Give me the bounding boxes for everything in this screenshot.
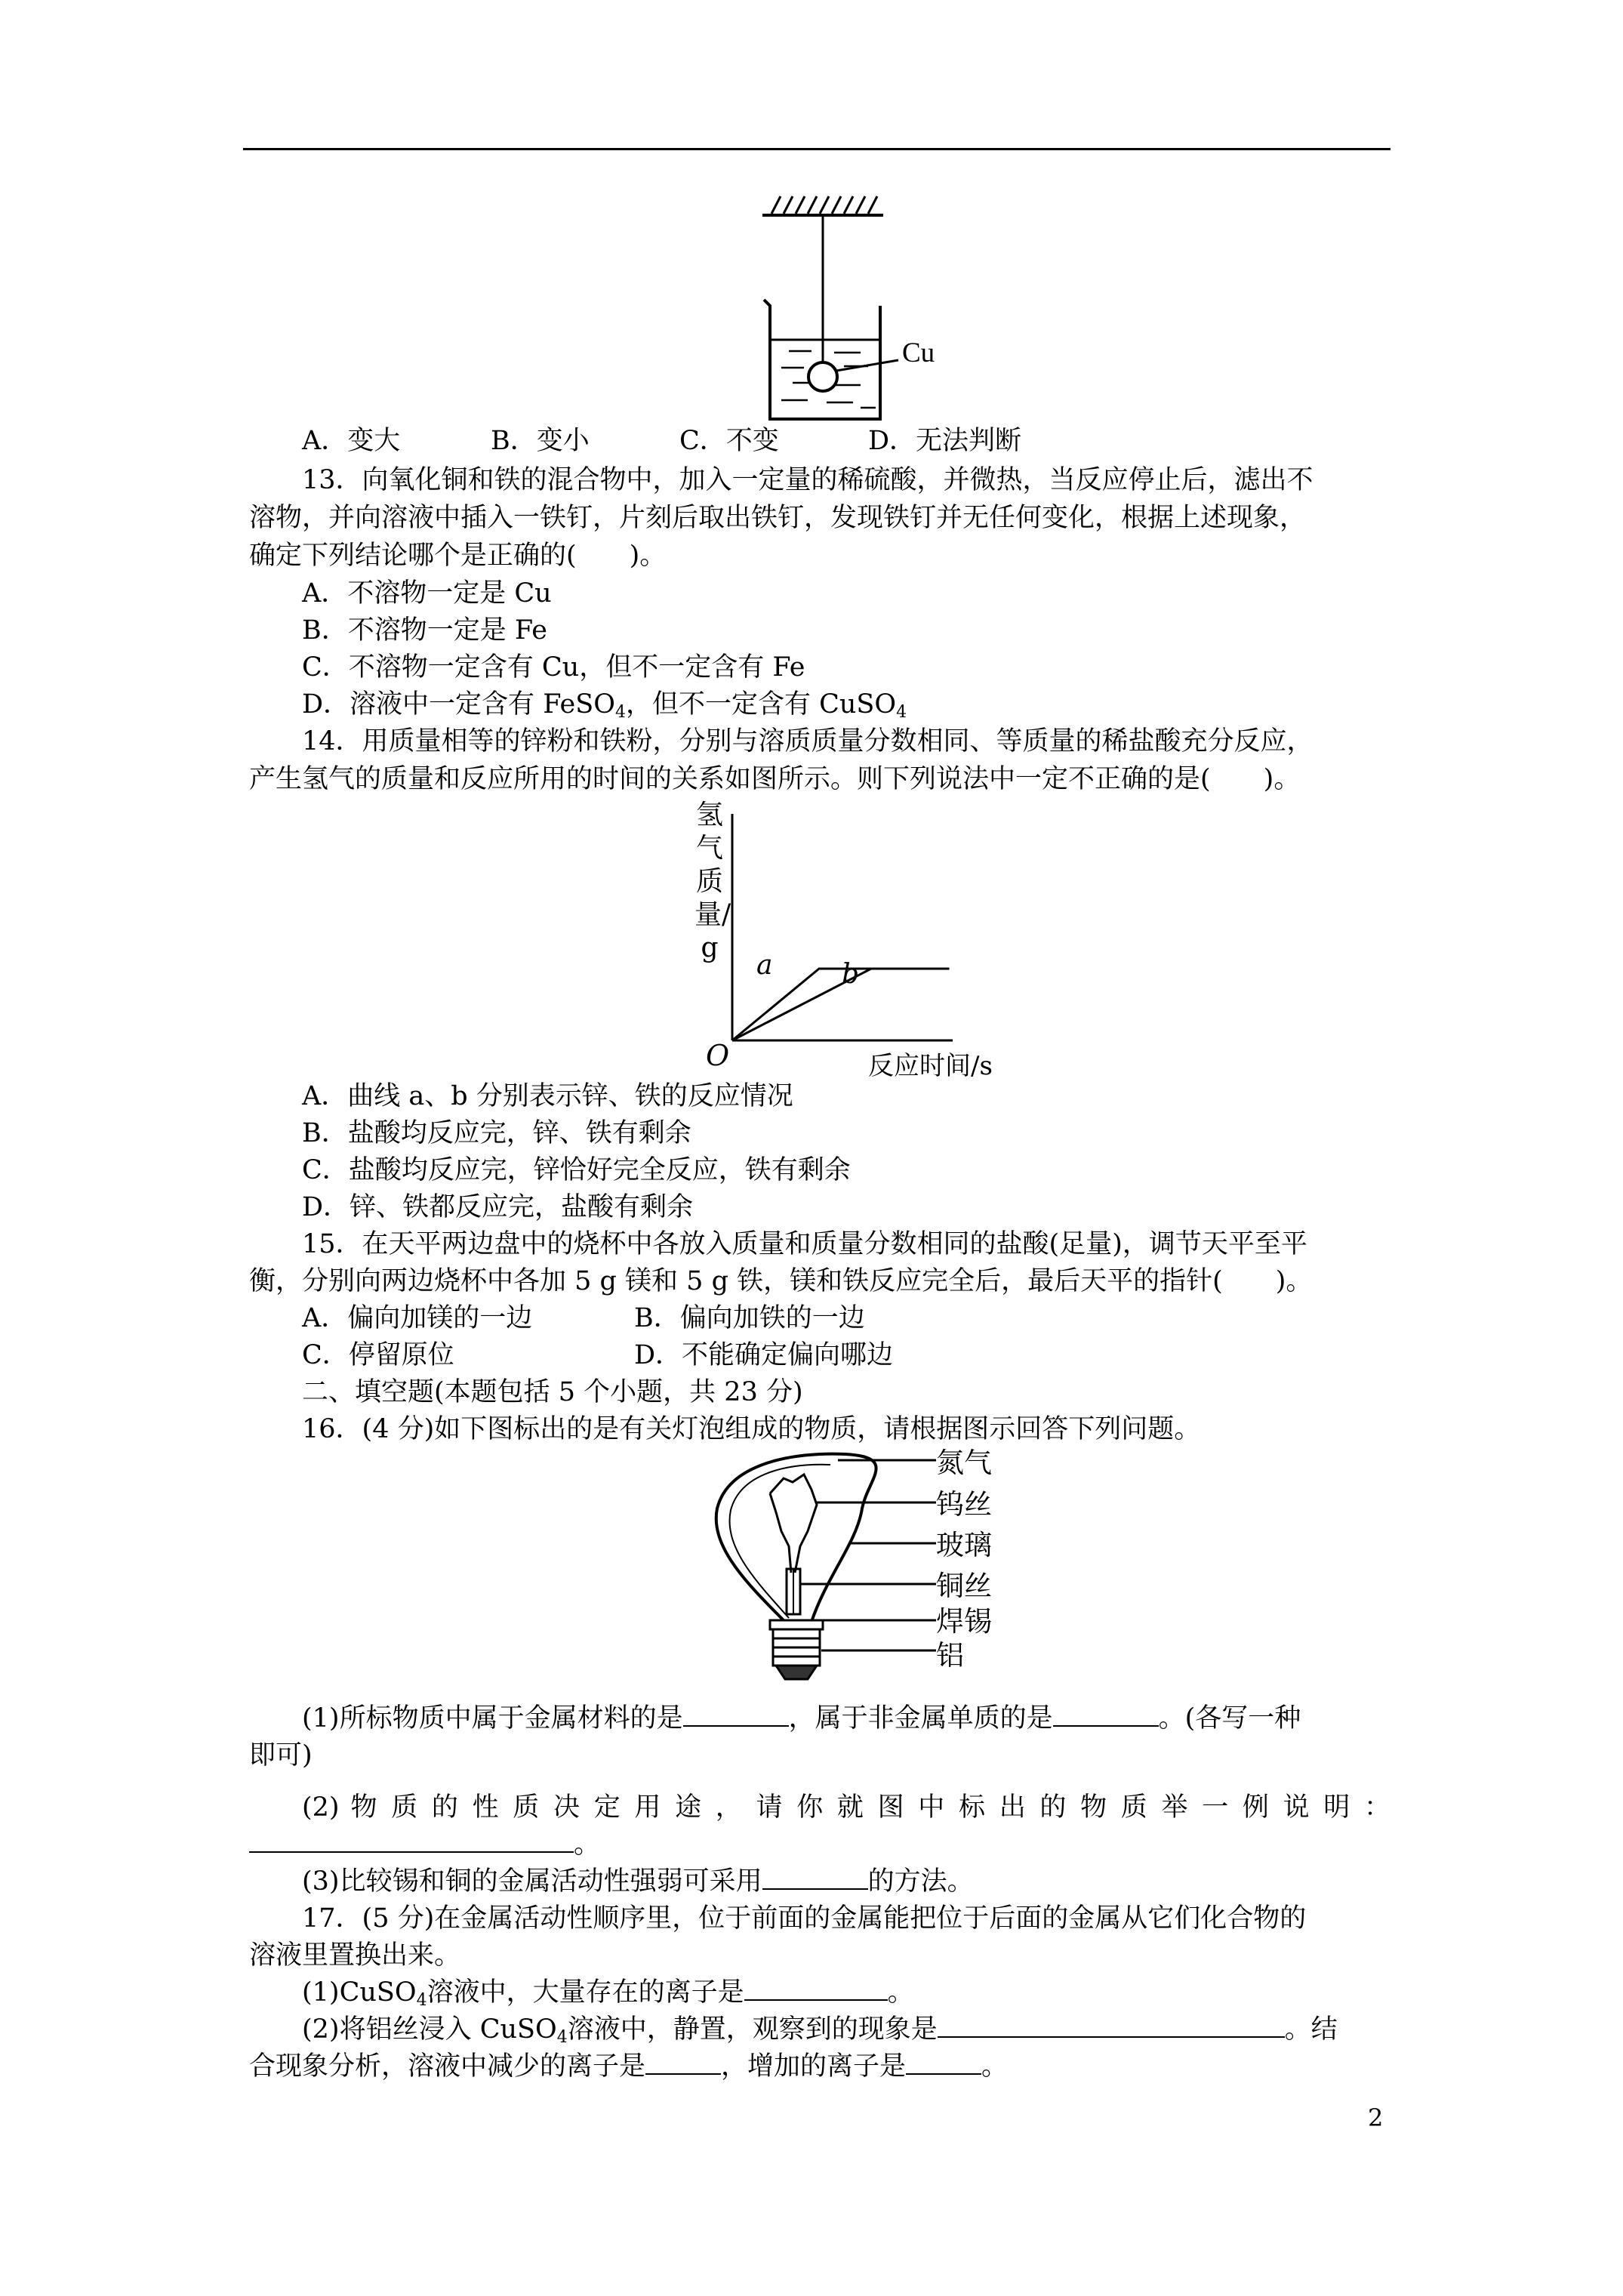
q12-option-a: A．变大 — [302, 426, 401, 456]
q15-option-a: A．偏向加镁的一边 — [302, 1303, 533, 1333]
hydrogen-chart — [679, 799, 1072, 1081]
chart-origin-label: O — [706, 1039, 730, 1072]
q16-part-1-cont: 即可) — [249, 1740, 313, 1771]
q17-line-2: 溶液里置换出来。 — [249, 1940, 461, 1971]
q13-option-c: C．不溶物一定含有 Cu，但不一定含有 Fe — [302, 652, 805, 683]
chart-y-label: 氢气质量/g — [694, 800, 731, 963]
cu-label: Cu — [902, 337, 935, 368]
series-b-label: b — [842, 959, 860, 990]
q15-option-b: B．偏向加铁的一边 — [634, 1303, 865, 1333]
answer-blank[interactable] — [762, 1866, 868, 1890]
chart-x-label: 反应时间/s — [868, 1051, 993, 1081]
q14-line-1: 14．用质量相等的锌粉和铁粉，分别与溶质质量分数相同、等质量的稀盐酸充分反应， — [302, 726, 1313, 757]
beaker-figure — [747, 193, 974, 427]
chart-plot — [679, 799, 1072, 1078]
q17-part-1: (1)CuSO$_4$溶液中，大量存在的离子是 。 — [302, 1977, 914, 2010]
bulb-label-glass: 玻璃 — [936, 1529, 992, 1561]
q12-option-c: C．不变 — [679, 426, 779, 456]
section-heading: 二、填空题(本题包括 5 个小题，共 23 分) — [302, 1377, 803, 1407]
q15-line-1: 15．在天平两边盘中的烧杯中各放入质量和质量分数相同的盐酸(足量)，调节天平至平 — [302, 1229, 1307, 1259]
series-a-label: a — [756, 950, 773, 981]
q15-option-c: C．停留原位 — [302, 1340, 454, 1370]
q14-option-a: A．曲线 a、b 分别表示锌、铁的反应情况 — [302, 1081, 793, 1111]
answer-blank[interactable] — [249, 1829, 574, 1853]
q13-line-3: 确定下列结论哪个是正确的( )。 — [249, 541, 667, 571]
q17-part-2: (2)将铝丝浸入 CuSO$_4$溶液中，静置，观察到的现象是 。结 — [302, 2014, 1338, 2047]
q12-option-b: B．变小 — [491, 426, 590, 456]
q12-option-d: D．无法判断 — [868, 426, 1022, 456]
answer-blank[interactable] — [683, 1703, 789, 1727]
q13-option-a: A．不溶物一定是 Cu — [302, 578, 552, 609]
answer-blank[interactable] — [1053, 1703, 1159, 1727]
q17-line-1: 17．(5 分)在金属活动性顺序里，位于前面的金属能把位于后面的金属从它们化合物的 — [302, 1903, 1307, 1934]
q13-option-d: D．溶液中一定含有 FeSO$_4$，但不一定含有 CuSO$_4$ — [302, 689, 907, 722]
q17-part-3: 合现象分析，溶液中减少的离子是 ，增加的离子是 。 — [249, 2051, 1009, 2082]
q14-option-d: D．锌、铁都反应完，盐酸有剩余 — [302, 1192, 694, 1222]
bulb-label-nitrogen: 氮气 — [936, 1447, 992, 1479]
q13-line-2: 溶物，并向溶液中插入一铁钉，片刻后取出铁钉，发现铁钉并无任何变化，根据上述现象， — [249, 503, 1307, 533]
answer-blank[interactable] — [938, 2014, 1285, 2038]
page-number: 2 — [1368, 2103, 1384, 2132]
bulb-label-aluminum: 铝 — [936, 1639, 964, 1672]
q14-option-c: C．盐酸均反应完，锌恰好完全反应，铁有剩余 — [302, 1155, 851, 1185]
answer-blank[interactable] — [645, 2051, 721, 2075]
q16-stem: 16．(4 分)如下图标出的是有关灯泡组成的物质，请根据图示回答下列问题。 — [302, 1414, 1201, 1444]
header-rule — [243, 148, 1390, 150]
bulb-label-solder: 焊锡 — [936, 1605, 992, 1638]
answer-blank[interactable] — [906, 2051, 981, 2075]
q13-option-b: B．不溶物一定是 Fe — [302, 615, 547, 646]
q13-line-1: 13．向氧化铜和铁的混合物中，加入一定量的稀硫酸，并微热，当反应停止后，滤出不 — [302, 465, 1313, 495]
q16-part-3: (3)比较锡和铜的金属活动性强弱可采用 的方法。 — [302, 1866, 974, 1897]
bulb-label-copper-wire: 铜丝 — [936, 1570, 992, 1602]
q16-part-2: (2) 物 质 的 性 质 决 定 用 途 ， 请 你 就 图 中 标 出 的 物 质 举 一 例 说 明 ： — [302, 1792, 1390, 1823]
q16-part-1: (1)所标物质中属于金属材料的是 ，属于非金属单质的是 。(各写一种 — [302, 1703, 1301, 1734]
answer-blank[interactable] — [744, 1977, 888, 2001]
bulb-label-tungsten: 钨丝 — [936, 1488, 992, 1521]
q14-option-b: B．盐酸均反应完，锌、铁有剩余 — [302, 1118, 691, 1148]
q16-part-2-answer: 。 — [249, 1826, 1390, 1863]
q15-line-2: 衡，分别向两边烧杯中各加 5 g 镁和 5 g 铁，镁和铁反应完全后，最后天平的指针( )。 — [249, 1266, 1313, 1296]
q14-line-2: 产生氢气的质量和反应所用的时间的关系如图所示。则下列说法中一定不正确的是( )。 — [249, 764, 1301, 794]
q15-option-d: D．不能确定偏向哪边 — [634, 1340, 894, 1370]
